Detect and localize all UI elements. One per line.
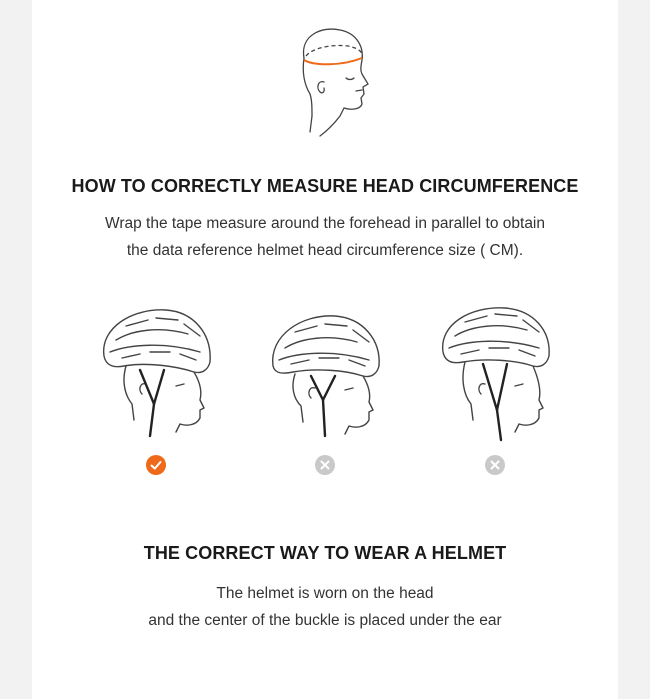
wear-description-line: and the center of the buckle is placed under the ear [148, 612, 502, 629]
check-circle-icon [146, 455, 166, 475]
measure-description-line: the data reference helmet head circumference size ( CM). [126, 242, 524, 259]
size-guide-page [32, 0, 618, 699]
helmet-example-incorrect [265, 300, 385, 442]
helmet-example-incorrect [435, 300, 555, 442]
cross-circle-icon [315, 455, 335, 475]
measure-description-line: Wrap the tape measure around the forehead in parallel to obtain [104, 215, 546, 232]
wear-title: THE CORRECT WAY TO WEAR A HELMET [143, 543, 507, 563]
cross-circle-icon [485, 455, 505, 475]
helmet-example-correct [96, 300, 216, 442]
head-measure-illustration [282, 20, 382, 138]
measure-description [32, 210, 618, 264]
measure-title: HOW TO CORRECTLY MEASURE HEAD CIRCUMFERENCE [71, 176, 579, 196]
wear-description-line: The helmet is worn on the head [216, 585, 434, 602]
wear-description [32, 580, 618, 634]
